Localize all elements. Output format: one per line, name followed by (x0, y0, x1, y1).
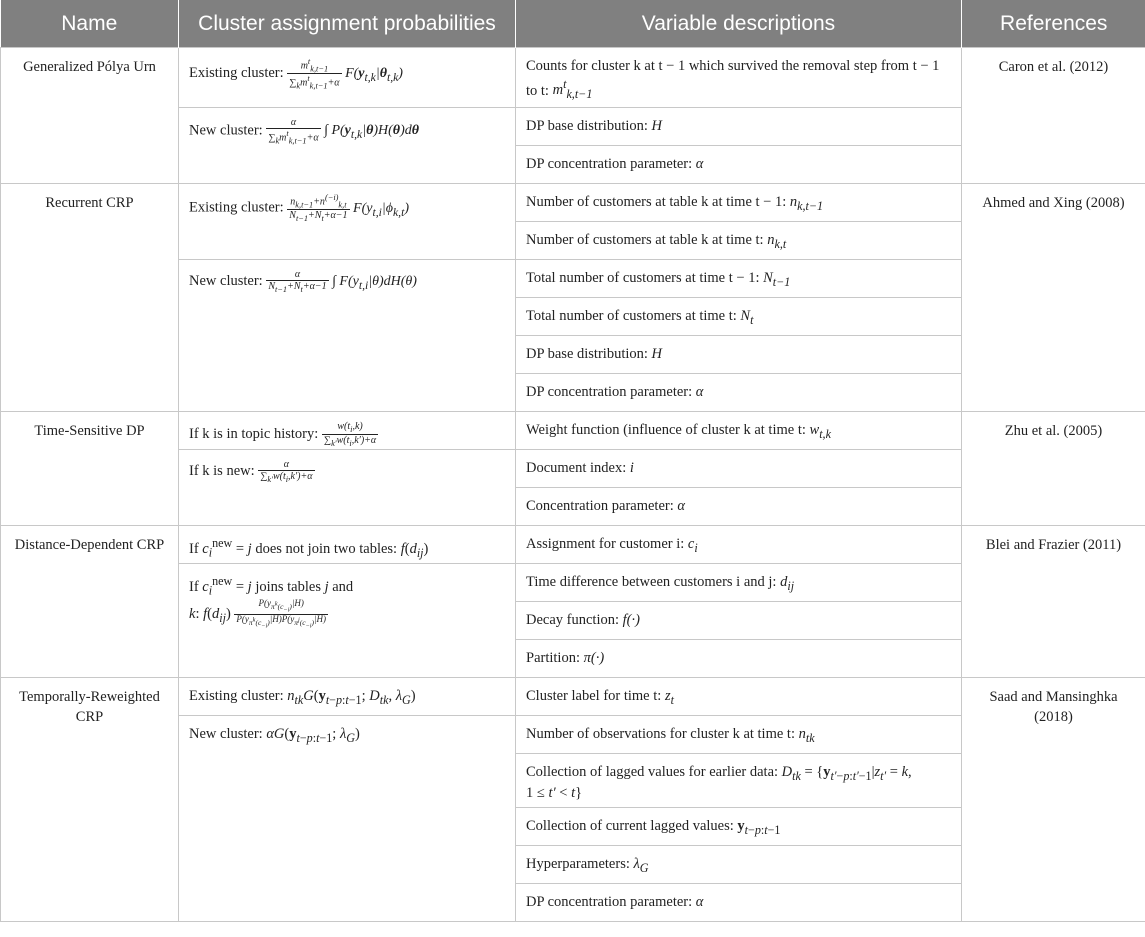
prob-formula: $\frac{\alpha}{N_{t-1}+N_t+\alpha-1}$ ∫ $F(y_{t,i}|\theta)dH(\theta)$ (268, 269, 417, 294)
prob-formula: $\frac{n_{k,t-1}+n^{(-i)}_{k,t}}{N_{t-1}+N_t+\alpha-1}$ $F(y_{t,i}|\phi_{k,t})$ (289, 193, 409, 224)
model-name: Temporally-Reweighted CRP (1, 678, 179, 922)
desc-symbol: $c_i$ (687, 536, 698, 555)
desc-symbol: $n_{k,t-1}$ (789, 194, 824, 213)
desc-cell (516, 222, 962, 260)
desc-text: DP concentration parameter: (526, 156, 693, 172)
desc-text: DP base distribution: (526, 118, 648, 134)
model-name: Time-Sensitive DP (1, 412, 179, 526)
desc-symbol: $n_{k,t}$ (767, 232, 787, 251)
desc-cell (516, 48, 962, 108)
prob-formula: $m^t_{k,t-1}$ $\sum_km^t_{k,t-1}+\alpha$ $F(y_{t,k}|\theta_{t,k})$ (289, 57, 403, 91)
desc-text: DP base distribution: (526, 346, 648, 362)
model-reference: Saad and Mansinghka (2018) (962, 678, 1145, 922)
prob-cell (179, 108, 516, 184)
table-row (1, 412, 1145, 450)
desc-cell (516, 450, 962, 488)
desc-cell (516, 146, 962, 184)
desc-cell (516, 602, 962, 640)
prob-label: If k is in topic history: (189, 425, 319, 442)
header-refs: References (962, 0, 1145, 48)
desc-text: Concentration parameter: (526, 498, 674, 514)
table-row (1, 526, 1145, 564)
prob-label: New cluster: (189, 272, 263, 289)
desc-cell (516, 374, 962, 412)
prob-cell (179, 48, 516, 108)
prob-cell (179, 412, 516, 450)
prob-label: New cluster: (189, 122, 263, 139)
desc-cell: Collection of current lagged values: $y_{t-p:t-1}$ (516, 808, 962, 846)
model-reference: Zhu et al. (2005) (962, 412, 1145, 526)
desc-symbol: $z_t$ (664, 688, 674, 707)
desc-symbol: α (695, 894, 704, 910)
desc-text: Document index: (526, 460, 627, 476)
desc-cell (516, 260, 962, 298)
desc-symbol: i (629, 460, 634, 476)
prob-formula: $\frac{w(t_i,k)}{\sum_{k'}w(t_i,k')+\alpha}$ (323, 421, 377, 449)
desc-symbol: $n_{tk}$ (798, 726, 815, 745)
prob-cell: If $c_i^{new} = j$ joins tables j and k: $f(d_{ij})$ $P(y_{\pi^k(c_{-i})}|H)$ $P(y_{\pi^k(c_{-i})}|H)P(y_{\pi^j(c_{-i})}|H)$ (179, 564, 516, 678)
model-reference: Blei and Frazier (2011) (962, 526, 1145, 678)
prob-cell (179, 450, 516, 526)
desc-symbol: $D_{tk}$ (781, 764, 801, 783)
desc-text: Weight function (influence of cluster k at time t: (526, 422, 806, 438)
desc-text: Counts for cluster k at t − 1 which survived the removal step from t − 1 to t: (526, 58, 940, 99)
header-name: Name (1, 0, 179, 48)
prob-cell: Existing cluster: $n_{tk}G(y_{t-p:t-1}$; $D_{tk}$, $\lambda_G$) (179, 678, 516, 716)
desc-text: Number of observations for cluster k at time t: (526, 726, 795, 742)
header-row (1, 0, 1145, 48)
desc-cell (516, 184, 962, 222)
desc-cell (516, 488, 962, 526)
desc-text: Number of customers at table k at time t − 1: (526, 194, 787, 210)
desc-symbol: $d_{ij}$ (780, 574, 795, 593)
prob-label: Existing cluster: (189, 688, 284, 704)
prob-formula: $\frac{\alpha}{\sum_{k'}w(t_i,k')+\alpha}$ (260, 459, 313, 484)
desc-symbol: α (695, 384, 704, 400)
desc-cell (516, 336, 962, 374)
prob-cell (179, 184, 516, 260)
desc-symbol: H (651, 346, 663, 362)
desc-symbol: α (695, 156, 704, 172)
desc-cell (516, 412, 962, 450)
desc-text: Time difference between customers i and j: (526, 574, 777, 590)
desc-text: Hyperparameters: (526, 856, 630, 872)
header-probs: Cluster assignment probabilities (179, 0, 516, 48)
desc-text: Cluster label for time t: (526, 688, 662, 704)
model-reference: Ahmed and Xing (2008) (962, 184, 1145, 412)
prob-label: New cluster: (189, 726, 263, 742)
desc-text: Number of customers at table k at time t: (526, 232, 764, 248)
desc-symbol: y (737, 818, 745, 834)
model-name: Distance-Dependent CRP (1, 526, 179, 678)
desc-text: DP concentration parameter: (526, 894, 693, 910)
desc-symbol: $N_{t-1}$ (763, 270, 791, 289)
desc-cell (516, 564, 962, 602)
desc-cell (516, 108, 962, 146)
prob-cell: New cluster: $\alpha G(y_{t-p:t-1}$; $\lambda_G$) (179, 716, 516, 922)
model-name: Recurrent CRP (1, 184, 179, 412)
desc-cell (516, 526, 962, 564)
desc-symbol: π(·) (583, 650, 605, 666)
desc-symbol: $w_{t,k}$ (809, 422, 831, 441)
desc-text: Collection of current lagged values: (526, 818, 734, 834)
desc-cell (516, 716, 962, 754)
desc-text: Assignment for customer i: (526, 536, 685, 552)
desc-text: DP concentration parameter: (526, 384, 693, 400)
desc-symbol: f(·) (622, 612, 640, 628)
desc-text: Collection of lagged values for earlier data: (526, 764, 779, 780)
desc-cell: Collection of lagged values for earlier data: $D_{tk} = \{y_{t'-p:t'-1}|z_{t'} = k$, 1 ≤ t′ < t} (516, 754, 962, 808)
desc-text: Total number of customers at time t − 1: (526, 270, 760, 286)
table-row (1, 184, 1145, 222)
prob-label: Existing cluster: (189, 65, 284, 82)
desc-text: Decay function: (526, 612, 620, 628)
desc-text: Total number of customers at time t: (526, 308, 737, 324)
table-row (1, 48, 1145, 108)
desc-symbol: $N_t$ (740, 308, 754, 327)
table-row (1, 678, 1145, 716)
prob-cell (179, 260, 516, 412)
prob-label: Existing cluster: (189, 199, 284, 216)
prob-label: If k is new: (189, 462, 255, 479)
model-name: Generalized Pólya Urn (1, 48, 179, 184)
model-reference: Caron et al. (2012) (962, 48, 1145, 184)
desc-symbol: α (677, 498, 686, 514)
prob-cell: If $c_i^{new} = j$ does not join two tables: $f(d_{ij})$ (179, 526, 516, 564)
desc-symbol: $m^t_{k,t-1}$ (552, 77, 593, 102)
desc-cell (516, 678, 962, 716)
prob-formula: α $\sum_km^t_{k,t-1}+\alpha$ ∫ $P(y_{t,k}|\theta)H(\theta)d\theta$ (268, 117, 420, 146)
desc-symbol: H (651, 118, 663, 134)
desc-cell (516, 884, 962, 922)
desc-cell (516, 846, 962, 884)
desc-cell (516, 298, 962, 336)
header-descs: Variable descriptions (516, 0, 962, 48)
desc-text: Partition: (526, 650, 580, 666)
desc-symbol: $\lambda_G$ (633, 856, 649, 875)
desc-cell (516, 640, 962, 678)
